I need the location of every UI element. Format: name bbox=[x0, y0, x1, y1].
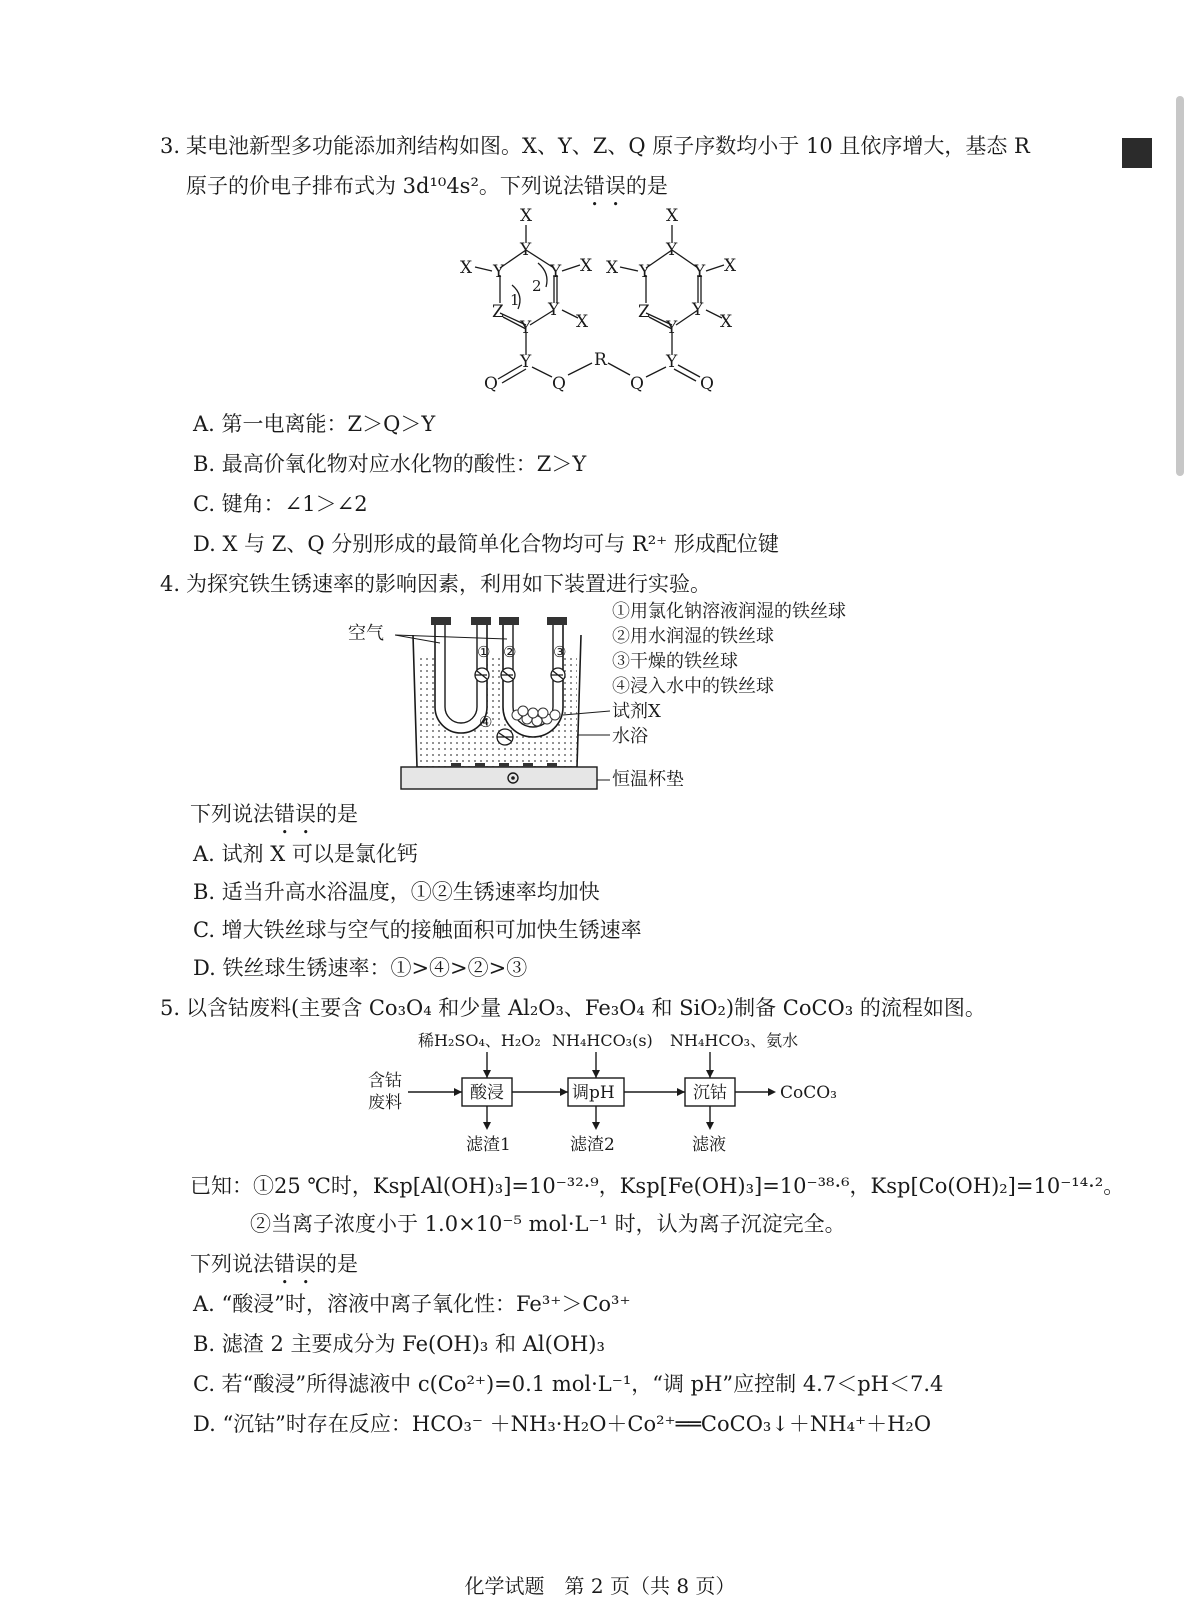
struct-y: Y bbox=[692, 300, 704, 320]
flow-step-acid-leach: 酸浸 bbox=[470, 1083, 504, 1103]
struct-x: X bbox=[606, 258, 619, 278]
q4-stem: 4. 为探究铁生锈速率的影响因素，利用如下装置进行实验。 bbox=[160, 572, 711, 596]
struct-y: Y bbox=[694, 262, 706, 282]
water-ball-mark-4: ④ bbox=[479, 713, 493, 731]
q3-stem-line1: 3. 某电池新型多功能添加剂结构如图。X、Y、Z、Q 原子序数均小于 10 且依序增大，基态 R bbox=[160, 134, 1030, 158]
q4-option-a: A. 试剂 X 可以是氯化钙 bbox=[193, 842, 418, 866]
struct-x: X bbox=[724, 256, 737, 276]
q4-option-c: C. 增大铁丝球与空气的接触面积可加快生锈速率 bbox=[193, 918, 642, 942]
struct-q: Q bbox=[700, 374, 714, 394]
hot-plate-label: 恒温杯垫 bbox=[612, 769, 684, 790]
struct-x: X bbox=[666, 206, 679, 226]
legend-item-3: ③干燥的铁丝球 bbox=[612, 651, 738, 672]
flow-step-precip-co: 沉钴 bbox=[693, 1083, 727, 1103]
q4-prompt: 下列说法错误的是 bbox=[190, 802, 358, 826]
q4-option-d: D. 铁丝球生锈速率：①>④>②>③ bbox=[193, 956, 528, 980]
flow-input-2: 废料 bbox=[368, 1093, 402, 1113]
struct-y: Y bbox=[666, 318, 678, 338]
legend-item-1: ①用氯化钠溶液润湿的铁丝球 bbox=[612, 601, 846, 622]
q5-option-b: B. 滤渣 2 主要成分为 Fe(OH)₃ 和 Al(OH)₃ bbox=[193, 1332, 605, 1356]
q5-stem: 5. 以含钴废料(主要含 Co₃O₄ 和少量 Al₂O₃、Fe₃O₄ 和 SiO₂)制备 CoCO₃ 的流程如图。 bbox=[160, 996, 986, 1020]
q4-apparatus-diagram bbox=[395, 615, 625, 815]
air-label: 空气 bbox=[348, 623, 384, 644]
q3-option-b: B. 最高价氧化物对应水化物的酸性：Z＞Y bbox=[193, 452, 587, 476]
struct-y: Y bbox=[520, 318, 532, 338]
page-footer: 化学试题 第 2 页（共 8 页） bbox=[464, 1574, 736, 1598]
reagent-x-label: 试剂X bbox=[612, 701, 661, 722]
struct-r: R bbox=[594, 350, 607, 370]
q5-option-c: C. 若“酸浸”所得滤液中 c(Co²⁺)=0.1 mol·L⁻¹，“调 pH”应控制 4.7＜pH＜7.4 bbox=[193, 1372, 944, 1396]
q3-option-c: C. 键角：∠1＞∠2 bbox=[193, 492, 368, 516]
struct-z: Z bbox=[492, 302, 504, 322]
legend-item-2: ②用水润湿的铁丝球 bbox=[612, 626, 774, 647]
struct-q: Q bbox=[552, 374, 566, 394]
struct-y: Y bbox=[666, 352, 678, 372]
struct-y: Y bbox=[666, 240, 678, 260]
angle-2-label: 2 bbox=[532, 277, 542, 295]
q3-stem-line2: 原子的价电子排布式为 3d¹⁰4s²。下列说法错误的是 bbox=[186, 174, 668, 198]
q5-known-2: ②当离子浓度小于 1.0×10⁻⁵ mol·L⁻¹ 时，认为离子沉淀完全。 bbox=[250, 1212, 846, 1236]
flow-step-adjust-ph: 调pH bbox=[572, 1083, 615, 1103]
flow-reagent-3: NH₄HCO₃、氨水 bbox=[670, 1031, 799, 1050]
q4-option-b: B. 适当升高水浴温度，①②生锈速率均加快 bbox=[193, 880, 600, 904]
q3-structure-diagram bbox=[440, 205, 770, 395]
tube-mark-2: ② bbox=[503, 643, 517, 661]
q5-known-1: 已知：①25 ℃时，Ksp[Al(OH)₃]=10⁻³²·⁹，Ksp[Fe(OH)₃]=10⁻³⁸·⁶，Ksp[Co(OH)₂]=10⁻¹⁴·²。 bbox=[190, 1174, 1125, 1198]
flow-product: CoCO₃ bbox=[780, 1083, 838, 1103]
flow-out-3: 滤液 bbox=[692, 1135, 726, 1155]
struct-x: X bbox=[580, 256, 593, 276]
water-bath-label: 水浴 bbox=[612, 726, 648, 747]
flow-reagent-1: 稀H₂SO₄、H₂O₂ bbox=[418, 1031, 541, 1050]
flow-input-1: 含钴 bbox=[368, 1071, 402, 1091]
legend-item-4: ④浸入水中的铁丝球 bbox=[612, 676, 774, 697]
struct-y: Y bbox=[520, 240, 532, 260]
flow-out-2: 滤渣2 bbox=[570, 1135, 615, 1155]
scrollbar[interactable] bbox=[1176, 96, 1184, 476]
flow-out-1: 滤渣1 bbox=[466, 1135, 511, 1155]
q5-prompt: 下列说法错误的是 bbox=[190, 1252, 358, 1276]
tube-mark-1: ① bbox=[477, 643, 491, 661]
corner-mark bbox=[1122, 138, 1152, 168]
flow-reagent-2: NH₄HCO₃(s) bbox=[552, 1031, 653, 1050]
struct-q: Q bbox=[484, 374, 498, 394]
q5-option-a: A. “酸浸”时，溶液中离子氧化性：Fe³⁺＞Co³⁺ bbox=[193, 1292, 631, 1316]
struct-y: Y bbox=[550, 262, 562, 282]
struct-y: Y bbox=[493, 262, 505, 282]
struct-x: X bbox=[460, 258, 473, 278]
q5-option-d: D. “沉钴”时存在反应：HCO₃⁻ ＋NH₃·H₂O＋Co²⁺══CoCO₃↓＋NH₄⁺＋H₂O bbox=[193, 1412, 932, 1436]
struct-x: X bbox=[520, 206, 533, 226]
struct-x: X bbox=[720, 312, 733, 332]
angle-1-label: 1 bbox=[510, 291, 520, 309]
q3-option-d: D. X 与 Z、Q 分别形成的最简单化合物均可与 R²⁺ 形成配位键 bbox=[193, 532, 779, 556]
q3-option-a: A. 第一电离能：Z＞Q＞Y bbox=[193, 412, 436, 436]
struct-y: Y bbox=[639, 262, 651, 282]
struct-z: Z bbox=[638, 302, 650, 322]
tube-mark-3: ③ bbox=[553, 643, 567, 661]
q5-flow-diagram bbox=[360, 1026, 860, 1166]
struct-q: Q bbox=[630, 374, 644, 394]
struct-x: X bbox=[576, 312, 589, 332]
struct-y: Y bbox=[520, 352, 532, 372]
struct-y: Y bbox=[548, 300, 560, 320]
